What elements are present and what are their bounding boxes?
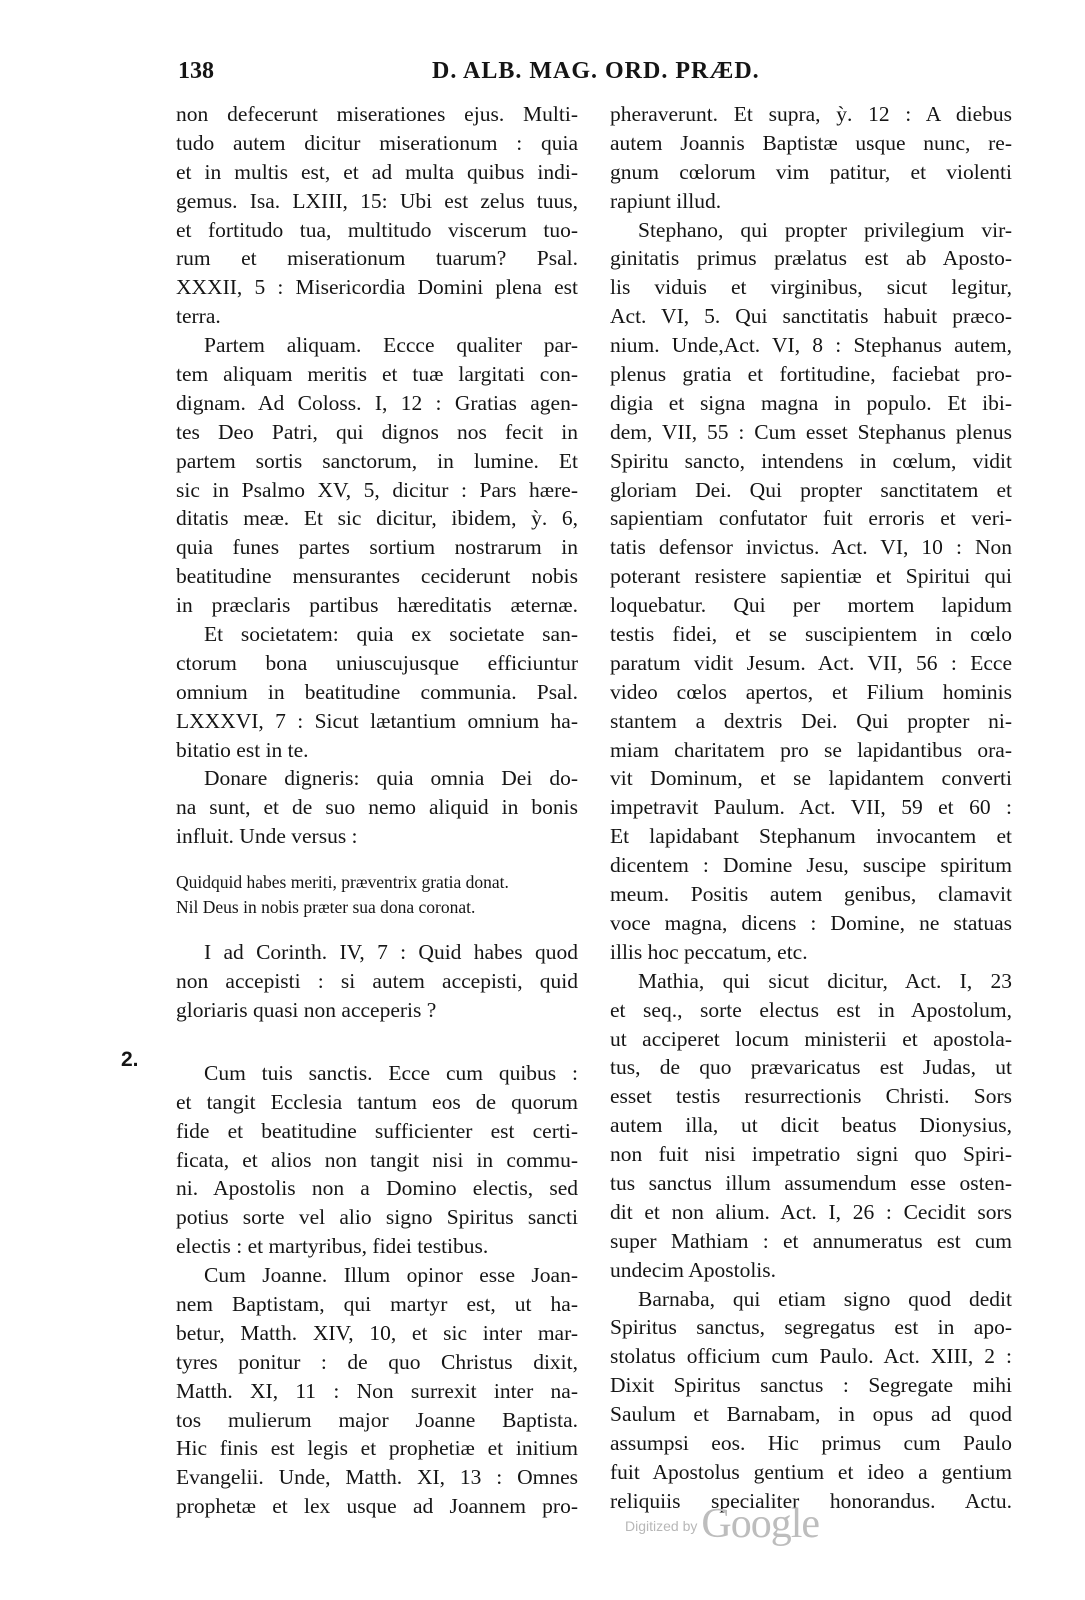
- text-line: reliquiis specialiter honorandus. Actu.: [610, 1488, 1012, 1513]
- text-line: Dixit Spiritus sanctus : Segregate mihi: [610, 1373, 1012, 1398]
- text-line: miam charitatem pro se lapidantibus ora-: [610, 737, 1012, 762]
- text-line: illis hoc peccatum, etc.: [610, 939, 808, 964]
- text-line: fuit Apostolus gentium et ideo a gentium: [610, 1459, 1012, 1484]
- text-line: non fuit nisi impetratio signi quo Spiri-: [610, 1142, 1012, 1167]
- text-line: ficata, et alios non tangit nisi in commu-: [176, 1147, 578, 1172]
- text-line: autem illa, ut dicit beatus Dionysius,: [610, 1113, 1012, 1138]
- text-line: potius sorte vel alio signo Spiritus sancti: [176, 1205, 578, 1230]
- text-line: Partem aliquam. Eccce qualiter par-: [204, 333, 578, 358]
- text-line: gloriaris quasi non acceperis ?: [176, 997, 437, 1022]
- text-line: ginitatis primus prælatus est ab Aposto-: [610, 246, 1012, 271]
- text-line: electis : et martyribus, fidei testibus.: [176, 1234, 489, 1259]
- text-line: Spiritu sancto, intendens in cœlum, vidit: [610, 448, 1012, 473]
- text-line: autem Joannis Baptistæ usque nunc, re-: [610, 130, 1012, 155]
- text-line: et tangit Ecclesia tantum eos de quorum: [176, 1089, 578, 1114]
- text-line: vit Dominum, et se lapidantem converti: [610, 766, 1012, 791]
- verse-line: Nil Deus in nobis præter sua dona coronat.: [176, 897, 476, 918]
- text-line: bitatio est in te.: [176, 737, 309, 762]
- text-line: Spiritus sanctus, segregatus est in apo-: [610, 1315, 1012, 1340]
- text-line: fide et beatitudine sufficienter est certi-: [176, 1118, 578, 1143]
- text-line: prophetæ et lex usque ad Joannem pro-: [176, 1494, 578, 1519]
- text-line: esset testis resurrectionis Christi. Sors: [610, 1084, 1012, 1109]
- text-line: gloriam Dei. Qui propter sanctitatem et: [610, 477, 1012, 502]
- text-line: Mathia, qui sicut dicitur, Act. I, 23: [638, 968, 1012, 993]
- text-line: nem Baptistam, qui martyr est, ut ha-: [176, 1291, 578, 1316]
- page-header: [170, 58, 1050, 92]
- text-line: super Mathiam : et annumeratus est cum: [610, 1228, 1012, 1253]
- text-line: Stephano, qui propter privilegium vir-: [638, 217, 1012, 242]
- text-line: stantem a dextris Dei. Qui propter ni-: [610, 708, 1012, 733]
- text-line: meum. Positis autem genibus, clamavit: [610, 882, 1012, 907]
- text-line: ut acciperet locum ministerii et apostola-: [610, 1026, 1012, 1051]
- text-line: nium. Unde,Act. VI, 8 : Stephanus autem,: [610, 333, 1012, 358]
- text-line: sic in Psalmo XV, 5, dicitur : Pars hære-: [176, 477, 578, 502]
- text-line: assumpsi eos. Hic primus cum Paulo: [610, 1430, 1012, 1455]
- text-line: in præclaris partibus hæreditatis æternæ.: [176, 593, 578, 618]
- text-line: voce magna, dicens : Domine, ne statuas: [610, 910, 1012, 935]
- text-line: Matth. XI, 11 : Non surrexit inter na-: [176, 1378, 578, 1403]
- text-line: impetravit Paulum. Act. VII, 59 et 60 :: [610, 795, 1012, 820]
- text-line: dicentem : Domine Jesu, suscipe spiritum: [610, 853, 1012, 878]
- text-line: stolatus officium cum Paulo. Act. XIII, 2 :: [610, 1344, 1012, 1369]
- text-line: Et lapidabant Stephanum invocantem et: [610, 824, 1012, 849]
- text-line: Hic finis est legis et prophetiæ et initium: [176, 1436, 578, 1461]
- text-line: lis viduis et virginibus, sicut legitur,: [610, 275, 1012, 300]
- text-line: et seq., sorte electus est in Apostolum,: [610, 997, 1012, 1022]
- text-line: rum et miserationum tuarum? Psal.: [176, 246, 578, 271]
- text-line: Saulum et Barnabam, in opus ad quod: [610, 1402, 1012, 1427]
- text-line: Et societatem: quia ex societate san-: [204, 622, 578, 647]
- section-number: 2.: [121, 1048, 139, 1071]
- text-line: ditatis meæ. Et sic dicitur, ibidem, ỳ. 6,: [176, 506, 578, 531]
- right-column: [610, 100, 1012, 1516]
- text-line: gemus. Isa. LXIII, 15: Ubi est zelus tuus,: [176, 188, 578, 213]
- text-line: dem, VII, 55 : Cum esset Stephanus plenus: [610, 419, 1012, 444]
- text-line: Cum tuis sanctis. Ecce cum quibus :: [204, 1060, 578, 1085]
- text-line: testis fidei, et se suscipientem in cœlo: [610, 622, 1012, 647]
- text-line: dit et non alium. Act. I, 26 : Cecidit sors: [610, 1199, 1012, 1224]
- text-line: I ad Corinth. IV, 7 : Quid habes quod: [204, 940, 578, 965]
- text-line: non defecerunt miserationes ejus. Multi-: [176, 102, 578, 126]
- text-line: partem sortis sanctorum, in lumine. Et: [176, 448, 578, 473]
- text-line: plenus gratia et fortitudine, faciebat pro-: [610, 362, 1012, 387]
- text-line: na sunt, et de suo nemo aliquid in bonis: [176, 795, 578, 820]
- text-line: LXXXVI, 7 : Sicut lætantium omnium ha-: [176, 708, 578, 733]
- text-line: ni. Apostolis non a Domino electis, sed: [176, 1176, 578, 1201]
- text-line: Cum Joanne. Illum opinor esse Joan-: [204, 1263, 578, 1288]
- text-line: beatitudine mensurantes ceciderunt nobis: [176, 564, 578, 589]
- page-number: 138: [178, 58, 214, 84]
- running-head: D. ALB. MAG. ORD. PRÆD.: [432, 58, 760, 84]
- text-line: tatis defensor invictus. Act. VI, 10 : Non: [610, 535, 1012, 560]
- text-line: dignam. Ad Coloss. I, 12 : Gratias agen-: [176, 390, 578, 415]
- text-line: betur, Matth. XIV, 10, et sic inter mar-: [176, 1320, 578, 1345]
- left-column: [176, 100, 578, 1521]
- text-line: gnum cœlorum vim patitur, et violenti: [610, 159, 1012, 184]
- google-logo: Google: [701, 1501, 820, 1547]
- text-line: tos mulierum major Joanne Baptista.: [176, 1407, 578, 1432]
- text-line: terra.: [176, 304, 221, 329]
- text-line: tus, de quo prævaricatus est Judas, ut: [610, 1055, 1012, 1080]
- text-line: paratum vidit Jesum. Act. VII, 56 : Ecce: [610, 650, 1012, 675]
- text-line: et fortitudo tua, multitudo viscerum tuo-: [176, 217, 578, 242]
- text-line: Barnaba, qui etiam signo quod dedit: [638, 1286, 1012, 1311]
- text-line: tem aliquam meritis et tuæ largitati con-: [176, 362, 578, 387]
- text-line: loquebatur. Qui per mortem lapidum: [610, 593, 1012, 618]
- text-line: sapientiam confutator fuit erroris et veri-: [610, 506, 1012, 531]
- text-line: XXXII, 5 : Misericordia Domini plena est: [176, 275, 578, 300]
- text-line: et in multis est, et ad multa quibus indi-: [176, 159, 578, 184]
- text-line: quia funes partes sortium nostrarum in: [176, 535, 578, 560]
- text-line: digia et signa magna in populo. Et ibi-: [610, 390, 1012, 415]
- verse-line: Quidquid habes meriti, præventrix gratia donat.: [176, 872, 509, 893]
- digitized-by-text: Digitized by: [625, 1518, 698, 1534]
- text-line: ctorum bona uniuscujusque efficiuntur: [176, 650, 578, 675]
- text-line: tus sanctus illum assumendum esse osten-: [610, 1170, 1012, 1195]
- text-line: undecim Apostolis.: [610, 1257, 777, 1282]
- text-line: Evangelii. Unde, Matth. XI, 13 : Omnes: [176, 1465, 578, 1490]
- text-line: omnium in beatitudine communia. Psal.: [176, 679, 578, 704]
- text-line: video cœlos apertos, et Filium hominis: [610, 679, 1012, 704]
- text-line: non accepisti : si autem accepisti, quid: [176, 969, 578, 994]
- text-line: Act. VI, 5. Qui sanctitatis habuit præco-: [610, 304, 1012, 329]
- text-line: tudo autem dicitur miserationum : quia: [176, 130, 578, 155]
- text-line: pheraverunt. Et supra, ỳ. 12 : A diebus: [610, 102, 1012, 126]
- text-line: Donare digneris: quia omnia Dei do-: [204, 766, 578, 791]
- text-line: rapiunt illud.: [610, 188, 722, 213]
- digitized-watermark: [625, 1500, 819, 1548]
- text-line: poterant resistere sapientiæ et Spiritui qui: [610, 564, 1012, 589]
- text-line: tyres ponitur : de quo Christus dixit,: [176, 1349, 578, 1374]
- text-line: influit. Unde versus :: [176, 824, 358, 849]
- text-line: tes Deo Patri, qui dignos nos fecit in: [176, 419, 578, 444]
